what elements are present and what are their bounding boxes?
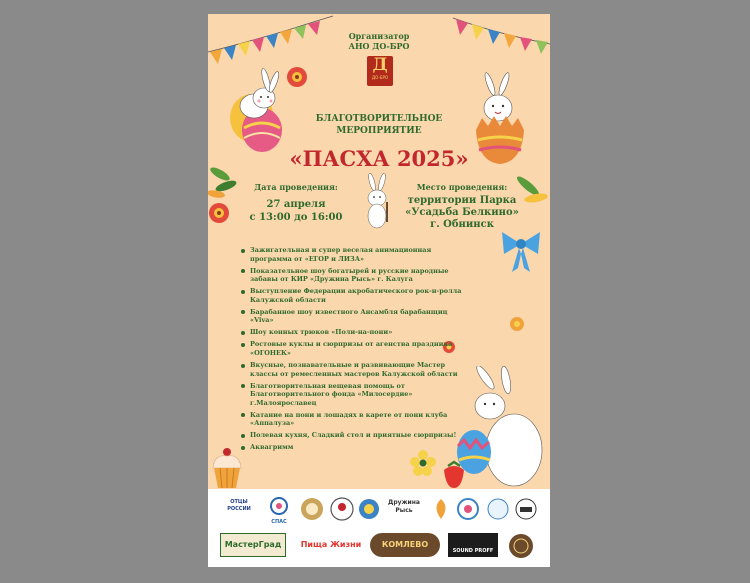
organizer-name: АНО ДО-БРО <box>348 41 410 51</box>
list-item: Благотворительная вещевая помощь от Благотворительного фонда «Милосердие» г.Малоярославец <box>240 382 472 408</box>
sponsor-logo-icon <box>330 497 354 521</box>
list-item: Зажигательная и супер веселая анимационная программа от «ЕГОР и ЛИЗА» <box>240 246 472 263</box>
list-item: Барабанное шоу известного Ансамбля барабанщиц «Viva» <box>240 308 472 325</box>
date-value <box>246 198 346 224</box>
bunny-center-illustration <box>358 172 398 234</box>
place-line-2: «Усадьба Белкино» <box>405 207 519 218</box>
sponsor-logo: МастерГрад <box>220 533 286 557</box>
logo-text: ДО-БРО <box>371 75 389 80</box>
sponsor-logo-icon <box>486 497 510 521</box>
sponsor-name: СПАС <box>271 519 287 523</box>
list-item: Шоу конных трюков «Поли-на-пони» <box>240 328 472 337</box>
heading-line-2: МЕРОПРИЯТИЕ <box>336 126 422 136</box>
sponsor-logo: SOUND PROFF <box>448 533 498 557</box>
date-day: 27 апреля <box>266 199 326 210</box>
date-label: Дата проведения: <box>254 182 338 192</box>
sponsor-logo: КОМЛЕВО <box>370 533 440 557</box>
organizer-block <box>208 31 550 51</box>
organizer-label: Организатор <box>348 31 410 41</box>
sponsor-logo-icon <box>358 497 380 521</box>
blue-bow-decoration <box>498 224 544 274</box>
bunny-with-egg-right-illustration <box>434 366 550 490</box>
list-item: Катание на пони и лошадях в карете от пони клуба «Аппалуза» <box>240 411 472 428</box>
sponsor-logo-icon <box>508 533 534 559</box>
sponsor-logo: Дружина Рысь <box>388 499 420 514</box>
dobro-logo <box>367 56 393 86</box>
heading-line-1: БЛАГОТВОРИТЕЛЬНОЕ <box>315 114 443 124</box>
sponsor-logo <box>266 497 292 523</box>
poster <box>208 14 550 567</box>
sponsors-strip <box>208 489 550 567</box>
sponsor-logo: ОТЦЫ РОССИИ <box>227 499 251 512</box>
event-heading <box>208 113 550 137</box>
red-flower-decoration <box>286 66 308 88</box>
sponsor-logo: Пища Жизни <box>300 540 362 549</box>
list-item: Полевая кухня, Сладкий стол и приятные сюрпризы! <box>240 431 472 440</box>
sponsor-logo-icon <box>430 497 452 521</box>
list-item: Аквагримм <box>240 443 472 452</box>
red-flower-decoration <box>208 202 230 224</box>
sponsor-logo-icon <box>456 497 480 521</box>
bunny-with-egg-left-illustration <box>214 58 294 158</box>
sponsor-logo-icon <box>514 497 538 521</box>
date-time: с 13:00 до 16:00 <box>249 212 343 223</box>
small-flower-decoration <box>509 316 525 332</box>
place-label: Место проведения: <box>416 182 508 192</box>
sponsor-logo-icon <box>300 497 324 521</box>
place-line-1: территории Парка <box>407 195 517 206</box>
event-title: «ПАСХА 2025» <box>289 146 469 171</box>
place-value <box>398 195 526 231</box>
cupcake-illustration <box>210 446 244 490</box>
logo-mark: Д <box>372 55 388 75</box>
list-item: Вкусные, познавательные и развивающие Мастер классы от ремесленных мастеров Калужской области <box>240 361 472 378</box>
list-item: Выступление Федерации акробатического рок-н-ролла Калужской области <box>240 287 472 304</box>
list-item: Показательное шоу богатырей и русские народные забавы от КИР «Дружина Рысь» г. Калуга <box>240 267 472 284</box>
place-line-3: г. Обнинск <box>430 219 494 230</box>
list-item: Ростовые куклы и сюрпризы от агенства праздника «ОГОНЕК» <box>240 340 472 357</box>
